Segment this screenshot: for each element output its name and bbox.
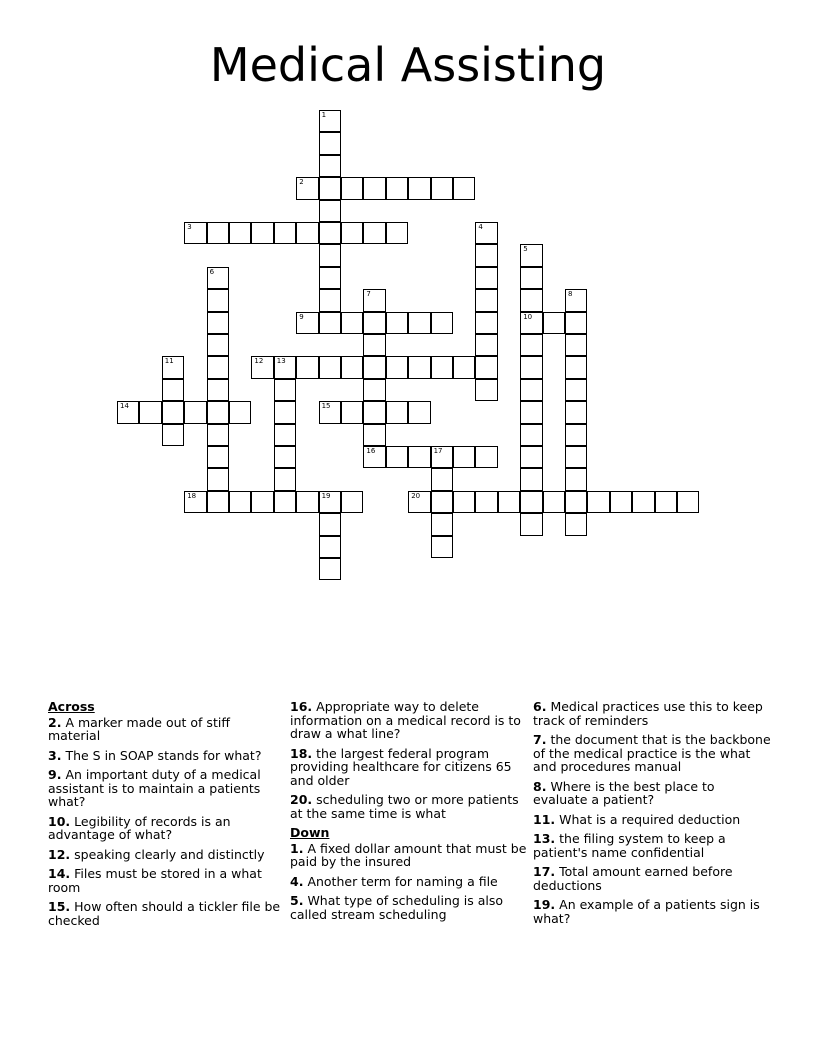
grid-cell[interactable] (363, 289, 385, 311)
clue-number: 14 (120, 402, 129, 411)
clue-number: 11 (164, 357, 174, 366)
clue-number: 16 (366, 447, 376, 455)
clue-number: 1 (321, 111, 327, 119)
clue-down-19: 19. An example of a patients sign is what? (533, 897, 760, 926)
grid-cell[interactable] (274, 379, 296, 401)
down-heading: Down (290, 825, 330, 840)
grid-cell[interactable] (565, 513, 587, 535)
grid-cell[interactable] (363, 334, 385, 356)
clue-number: 13 (276, 357, 286, 366)
clue-number: 18 (187, 491, 197, 500)
grid-cell[interactable] (475, 446, 497, 468)
grid-cell[interactable] (363, 379, 385, 401)
grid-cell[interactable] (274, 222, 296, 244)
grid-cell[interactable] (453, 491, 475, 513)
grid-cell[interactable] (565, 334, 587, 356)
grid-cell[interactable] (274, 468, 296, 490)
grid-cell[interactable] (475, 334, 497, 356)
clue-down-6: 6. Medical practices use this to keep track of reminders (533, 699, 763, 728)
clue-down-7: 7. the document that is the backbone of the medical practice is the what and procedures manual (533, 732, 771, 774)
grid-cell[interactable] (363, 177, 385, 199)
grid-cell[interactable] (363, 446, 385, 468)
clue-down-4: 4. Another term for naming a file (290, 873, 498, 889)
grid-cell[interactable] (632, 491, 654, 513)
grid-cell[interactable] (363, 222, 385, 244)
grid-cell[interactable] (386, 401, 408, 423)
grid-cell[interactable] (117, 401, 139, 423)
grid-cell[interactable] (520, 513, 542, 535)
grid-cell[interactable] (341, 356, 363, 378)
grid-cell[interactable] (565, 446, 587, 468)
clue-number: 8 (568, 290, 573, 299)
clue-down-1: 1. A fixed dollar amount that must be paid by the insured (290, 840, 527, 869)
clue-number: 6 (209, 267, 215, 276)
grid-cell[interactable] (207, 491, 229, 513)
clue-across-2: 2. A marker made out of stiff material (48, 714, 230, 743)
clue-number: 3 (187, 223, 192, 231)
grid-cell[interactable] (319, 155, 341, 177)
grid-cell[interactable] (207, 267, 229, 289)
grid-cell[interactable] (565, 401, 587, 423)
across-heading: Across (48, 699, 95, 714)
grid-cell[interactable] (610, 491, 632, 513)
grid-cell[interactable] (162, 356, 184, 378)
clue-across-10: 10. Legibility of records is an advantage of what? (48, 813, 231, 842)
clue-across-9: 9. An important duty of a medical assistant is to maintain a patients what? (48, 767, 261, 809)
grid-cell[interactable] (520, 289, 542, 311)
grid-cell[interactable] (274, 424, 296, 446)
grid-cell[interactable] (431, 446, 453, 468)
grid-cell[interactable] (565, 468, 587, 490)
grid-cell[interactable] (475, 312, 497, 334)
grid-cell[interactable] (341, 312, 363, 334)
grid-cell[interactable] (319, 244, 341, 266)
grid-cell[interactable] (229, 401, 251, 423)
grid-cell[interactable] (408, 177, 430, 199)
grid-cell[interactable] (207, 222, 229, 244)
grid-cell[interactable] (475, 267, 497, 289)
grid-cell[interactable] (184, 491, 206, 513)
grid-cell[interactable] (565, 491, 587, 513)
grid-cell[interactable] (319, 558, 341, 580)
grid-cell[interactable] (319, 401, 341, 423)
grid-cell[interactable] (543, 491, 565, 513)
grid-cell[interactable] (207, 424, 229, 446)
clue-number: 19 (321, 491, 331, 500)
clue-number: 4 (478, 223, 483, 231)
clue-across-16: 16. Appropriate way to delete information on a medical record is to draw a what line? (290, 699, 521, 741)
grid-cell[interactable] (207, 446, 229, 468)
grid-cell[interactable] (341, 491, 363, 513)
grid-cell[interactable] (543, 312, 565, 334)
grid-cell[interactable] (319, 200, 341, 222)
grid-cell[interactable] (520, 401, 542, 423)
clue-number: 5 (523, 245, 528, 254)
clue-down-17: 17. Total amount earned before deductions (533, 864, 733, 893)
grid-cell[interactable] (408, 356, 430, 378)
grid-cell[interactable] (498, 491, 520, 513)
grid-cell[interactable] (565, 289, 587, 311)
grid-cell[interactable] (520, 468, 542, 490)
grid-cell[interactable] (341, 177, 363, 199)
grid-cell[interactable] (386, 177, 408, 199)
grid-cell[interactable] (520, 356, 542, 378)
clue-across-15: 15. How often should a tickler file be checked (48, 899, 281, 928)
grid-cell[interactable] (319, 177, 341, 199)
grid-cell[interactable] (408, 491, 430, 513)
grid-cell[interactable] (565, 379, 587, 401)
grid-cell[interactable] (296, 491, 318, 513)
grid-cell[interactable] (296, 356, 318, 378)
clue-number: 12 (254, 357, 264, 366)
grid-cell[interactable] (207, 334, 229, 356)
grid-cell[interactable] (408, 312, 430, 334)
grid-cell[interactable] (251, 356, 273, 378)
grid-cell[interactable] (319, 132, 341, 154)
clue-across-12: 12. speaking clearly and distinctly (48, 846, 265, 862)
grid-cell[interactable] (319, 491, 341, 513)
grid-cell[interactable] (184, 401, 206, 423)
grid-cell[interactable] (520, 491, 542, 513)
grid-cell[interactable] (386, 356, 408, 378)
grid-cell[interactable] (386, 312, 408, 334)
grid-cell[interactable] (453, 446, 475, 468)
clue-across-3: 3. The S in SOAP stands for what? (48, 747, 262, 763)
clue-across-18: 18. the largest federal program providing healthcare for citizens 65 and older (290, 745, 512, 788)
grid-cell[interactable] (520, 424, 542, 446)
clue-number: 10 (523, 312, 533, 321)
grid-cell[interactable] (251, 491, 273, 513)
grid-cell[interactable] (139, 401, 161, 423)
grid-cell[interactable] (453, 177, 475, 199)
grid-cell[interactable] (319, 513, 341, 535)
grid-cell[interactable] (207, 356, 229, 378)
grid-cell[interactable] (319, 222, 341, 244)
grid-cell[interactable] (520, 379, 542, 401)
grid-cell[interactable] (431, 536, 453, 558)
clue-down-13: 13. the filing system to keep a patient's name confidential (533, 831, 726, 860)
grid-cell[interactable] (587, 491, 609, 513)
clue-number: 9 (299, 312, 304, 321)
grid-cell[interactable] (386, 446, 408, 468)
grid-cell[interactable] (431, 312, 453, 334)
clue-across-20: 20. scheduling two or more patients at the same time is what (290, 792, 519, 821)
clues-column-1 (48, 700, 286, 933)
grid-cell[interactable] (431, 468, 453, 490)
grid-cell[interactable] (229, 222, 251, 244)
grid-cell[interactable] (520, 446, 542, 468)
grid-cell[interactable] (408, 446, 430, 468)
grid-cell[interactable] (251, 222, 273, 244)
grid-cell[interactable] (184, 222, 206, 244)
grid-cell[interactable] (207, 468, 229, 490)
grid-cell[interactable] (475, 491, 497, 513)
grid-cell[interactable] (296, 177, 318, 199)
grid-cell[interactable] (386, 222, 408, 244)
grid-cell[interactable] (319, 289, 341, 311)
grid-cell[interactable] (520, 334, 542, 356)
grid-cell[interactable] (655, 491, 677, 513)
grid-cell[interactable] (162, 379, 184, 401)
grid-cell[interactable] (363, 312, 385, 334)
grid-cell[interactable] (475, 244, 497, 266)
clues-column-3 (533, 700, 771, 931)
grid-cell[interactable] (274, 356, 296, 378)
grid-cell[interactable] (207, 289, 229, 311)
grid-cell[interactable] (363, 424, 385, 446)
grid-cell[interactable] (162, 401, 184, 423)
clue-down-8: 8. Where is the best place to evaluate a patient? (533, 778, 715, 807)
clue-down-11: 11. What is a required deduction (533, 811, 741, 827)
grid-cell[interactable] (229, 491, 251, 513)
grid-cell[interactable] (274, 446, 296, 468)
grid-cell[interactable] (363, 401, 385, 423)
grid-cell[interactable] (319, 110, 341, 132)
grid-cell[interactable] (475, 356, 497, 378)
grid-cell[interactable] (431, 513, 453, 535)
grid-cell[interactable] (431, 356, 453, 378)
clue-across-14: 14. Files must be stored in a what room (48, 866, 262, 895)
grid-cell[interactable] (274, 401, 296, 423)
grid-cell[interactable] (565, 424, 587, 446)
grid-cell[interactable] (319, 536, 341, 558)
grid-cell[interactable] (296, 312, 318, 334)
grid-cell[interactable] (408, 401, 430, 423)
grid-cell[interactable] (274, 491, 296, 513)
grid-cell[interactable] (296, 222, 318, 244)
clue-number: 15 (321, 402, 331, 411)
grid-cell[interactable] (431, 177, 453, 199)
grid-cell[interactable] (520, 267, 542, 289)
grid-cell[interactable] (453, 356, 475, 378)
clue-number: 2 (299, 178, 304, 187)
grid-cell[interactable] (319, 312, 341, 334)
grid-cell[interactable] (565, 356, 587, 378)
grid-cell[interactable] (520, 312, 542, 334)
grid-cell[interactable] (520, 244, 542, 266)
clues-column-2 (290, 700, 528, 927)
grid-cell[interactable] (319, 356, 341, 378)
grid-cell[interactable] (475, 222, 497, 244)
grid-cell[interactable] (565, 312, 587, 334)
grid-cell[interactable] (341, 401, 363, 423)
clue-number: 7 (366, 290, 371, 299)
grid-cell[interactable] (319, 267, 341, 289)
grid-cell[interactable] (475, 289, 497, 311)
page-title: Medical Assisting (209, 38, 607, 92)
grid-cell[interactable] (677, 491, 699, 513)
clue-down-5: 5. What type of scheduling is also called stream scheduling (290, 893, 504, 922)
grid-cell[interactable] (207, 401, 229, 423)
grid-cell[interactable] (475, 379, 497, 401)
grid-cell[interactable] (162, 424, 184, 446)
grid-cell[interactable] (363, 356, 385, 378)
grid-cell[interactable] (207, 379, 229, 401)
grid-cell[interactable] (207, 312, 229, 334)
clue-number: 20 (411, 491, 421, 500)
clue-number: 17 (433, 447, 443, 455)
grid-cell[interactable] (341, 222, 363, 244)
grid-cell[interactable] (431, 491, 453, 513)
